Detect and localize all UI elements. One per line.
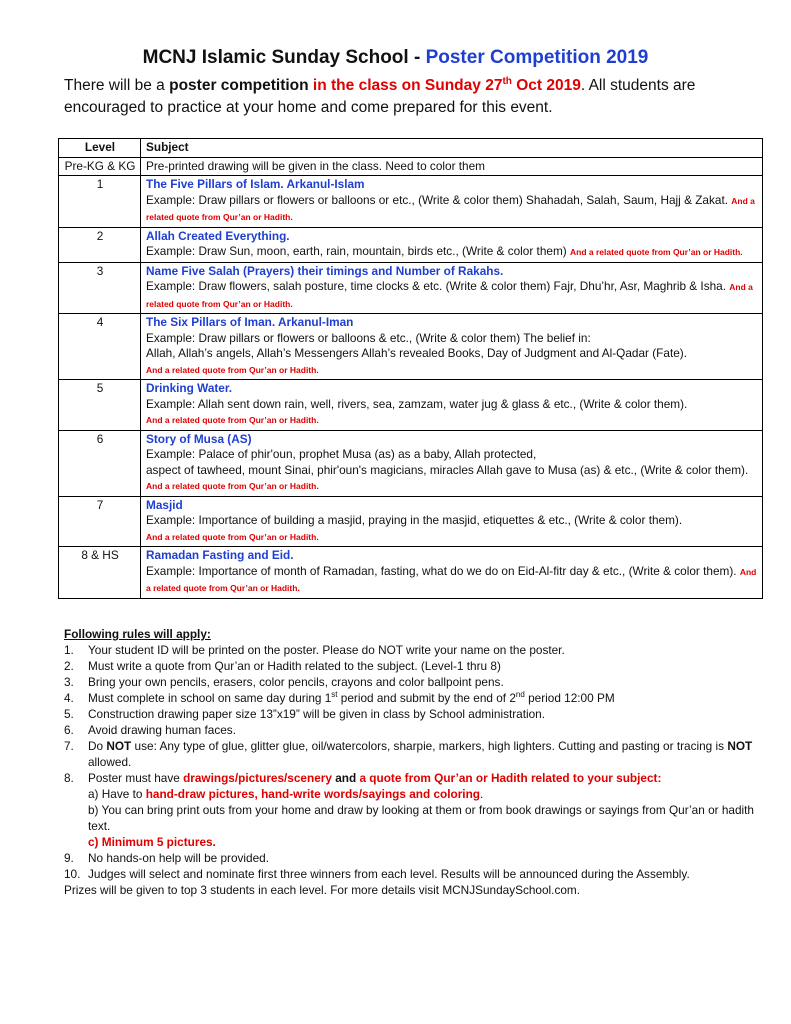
rule-text: Judges will select and nominate first three winners from each level. Results will be announced during the Assembly.	[88, 867, 690, 881]
rule-4-part-a: Must complete in school on same day during 1	[88, 691, 332, 705]
row-level: 4	[59, 314, 141, 380]
rule-text	[88, 770, 754, 850]
rule-number: 7.	[64, 739, 74, 753]
row-level: 1	[59, 176, 141, 228]
rule-8-sub-c	[88, 834, 754, 850]
rule-4-sup-2: nd	[515, 690, 525, 700]
rule-4-part-b: period and submit by the end of 2	[337, 691, 516, 705]
rule-text	[88, 738, 754, 770]
row-level: Pre-KG & KG	[59, 157, 141, 176]
intro-text-2: . All students are encouraged to practice at your home and come prepared for this event.	[64, 77, 696, 116]
row-quote: And a related quote from Qur’an or Hadith.	[146, 481, 319, 491]
row-quote: And a related quote from Qur’an or Hadith.	[146, 566, 757, 593]
rule-7-not-2: NOT	[727, 739, 753, 753]
list-item	[64, 722, 754, 738]
row-title: Drinking Water.	[146, 381, 233, 395]
rule-text: Avoid drawing human faces.	[88, 723, 236, 737]
rule-8-drawings: drawings/pictures/scenery	[183, 771, 332, 785]
rule-7-part-c: use: Any type of glue, glitter glue, oil/watercolors, sharpie, markers, high lighters. Cutting and pasting or tracing is	[131, 739, 728, 753]
rule-8-sub-b: b) You can bring print outs from your home and draw by looking at them or from book drawings or sayings from Qur’an or hadith text.	[88, 803, 754, 833]
row-level: 8 & HS	[59, 547, 141, 599]
rule-8a-highlight: hand-draw pictures, hand-write words/sayings and coloring	[145, 787, 480, 801]
rule-number: 4.	[64, 691, 74, 705]
intro-date-sup: th	[502, 75, 512, 87]
row-text: Example: Importance of month of Ramadan, fasting, what do we do on Eid-Al-fitr day & etc., (Write & color them).	[146, 563, 737, 578]
row-text: Example: Draw pillars or flowers or balloons or etc., (Write & color them) Shahadah, Salah, Saum, Hajj & Zakat.	[146, 192, 728, 207]
row-title: Name Five Salah (Prayers) their timings and Number of Rakahs.	[146, 263, 504, 278]
row-text: Example: Importance of building a masjid, praying in the masjid, etiquettes & etc., (Write & color them).	[146, 513, 683, 527]
table-row	[59, 227, 763, 262]
row-text-2: aspect of tawheed, mount Sinai, phir'oun's magicians, miracles Allah gave to Musa (as) & etc., (Write & color them).	[146, 462, 749, 477]
title-main: MCNJ Islamic Sunday School -	[142, 47, 426, 68]
footer-note: Prizes will be given to top 3 students in each level. For more details visit MCNJSundaySchool.com.	[64, 883, 581, 897]
rule-text: Construction drawing paper size 13”x19” will be given in class by School administration.	[88, 707, 546, 721]
row-text-2: Allah, Allah’s angels, Allah’s Messengers Allah’s revealed Books, Day of Judgment and Al-Qadar (Fate).	[146, 346, 687, 360]
row-level: 3	[59, 262, 141, 314]
row-level: 6	[59, 430, 141, 496]
row-title: Allah Created Everything.	[146, 228, 290, 243]
row-title: Story of Musa (AS)	[146, 431, 252, 446]
row-subject	[141, 380, 763, 431]
table-row	[59, 314, 763, 380]
rule-text: Your student ID will be printed on the poster. Please do NOT write your name on the poster.	[88, 643, 565, 657]
rule-text: No hands-on help will be provided.	[88, 851, 269, 865]
intro-text-1: There will be a	[64, 77, 170, 94]
rule-8c-highlight: Minimum 5 pictures.	[101, 835, 216, 849]
row-subject	[141, 430, 763, 496]
row-subject	[141, 314, 763, 380]
row-title: Ramadan Fasting and Eid.	[146, 548, 294, 562]
rule-text	[88, 690, 754, 706]
row-subject	[141, 496, 763, 547]
table-row	[59, 157, 763, 176]
rule-text: Bring your own pencils, erasers, color pencils, crayons and color ballpoint pens.	[88, 675, 504, 689]
list-item	[64, 658, 754, 674]
rule-8-part-a: Poster must have	[88, 771, 184, 785]
table-header-row	[59, 139, 763, 158]
intro-paragraph	[64, 75, 744, 119]
rule-number: 8.	[64, 771, 74, 785]
intro-bold: poster competition	[169, 77, 309, 94]
row-text: Pre-printed drawing will be given in the class. Need to color them	[146, 158, 485, 173]
list-item	[64, 866, 754, 882]
title-highlight: Poster Competition 2019	[425, 47, 649, 68]
rule-number: 1.	[64, 643, 74, 657]
intro-date-text: in the class on Sunday 27	[308, 77, 503, 94]
rule-number: 6.	[64, 723, 74, 737]
row-text: Example: Palace of phir'oun, prophet Musa (as) as a baby, Allah protected,	[146, 447, 537, 461]
rule-4-part-c: period 12:00 PM	[524, 691, 615, 705]
row-level: 7	[59, 496, 141, 547]
rules-section	[64, 626, 754, 898]
row-subject	[141, 176, 763, 228]
header-subject: Subject	[141, 139, 763, 158]
row-quote: And a related quote from Qur’an or Hadith.	[146, 282, 753, 309]
row-subject	[141, 157, 763, 176]
rule-number: 5.	[64, 707, 74, 721]
row-text: Example: Allah sent down rain, well, rivers, sea, zamzam, water jug & glass & etc., (Write & color them).	[146, 396, 688, 411]
table-row	[59, 430, 763, 496]
list-item	[64, 770, 754, 850]
row-subject	[141, 227, 763, 262]
table-row	[59, 262, 763, 314]
rule-number: 2.	[64, 659, 74, 673]
rule-text: Must write a quote from Qur’an or Hadith related to the subject. (Level-1 thru 8)	[88, 659, 501, 673]
rule-number: 3.	[64, 675, 74, 689]
rule-4-sup-1: st	[331, 690, 338, 700]
row-quote: And a related quote from Qur’an or Hadith.	[146, 195, 755, 222]
row-title: The Six Pillars of Iman. Arkanul-Iman	[146, 315, 354, 329]
table-row	[59, 176, 763, 228]
row-subject	[141, 547, 763, 599]
row-title: The Five Pillars of Islam. Arkanul-Islam	[146, 177, 365, 191]
row-text: Example: Draw flowers, salah posture, time clocks & etc. (Write & color them) Fajr, Dhu’hr, Asr, Maghrib & Isha.	[146, 279, 726, 293]
row-level: 5	[59, 380, 141, 431]
table-row	[59, 496, 763, 547]
rule-7-part-e: allowed.	[88, 755, 132, 769]
list-item	[64, 690, 754, 706]
rules-title: Following rules will apply:	[64, 627, 211, 641]
rule-8a-text: a) Have to	[88, 787, 146, 801]
header-level: Level	[59, 139, 141, 158]
rule-8a-end: .	[480, 787, 484, 801]
rule-8-and: and	[331, 771, 360, 785]
row-quote: And a related quote from Qur’an or Hadith.	[146, 364, 319, 375]
table-row	[59, 380, 763, 431]
row-quote: And a related quote from Qur’an or Hadith.	[146, 531, 319, 542]
rule-7-part-a: Do	[88, 739, 107, 753]
row-quote: And a related quote from Qur’an or Hadith.	[569, 247, 743, 257]
rule-8c-label: c)	[88, 835, 102, 849]
rule-7-not-1: NOT	[106, 739, 132, 753]
row-text: Example: Draw pillars or flowers or balloons & etc., (Write & color them) The belief in:	[146, 330, 591, 345]
row-subject	[141, 262, 763, 314]
rule-8-sub-a	[88, 786, 754, 802]
rule-number: 9.	[64, 851, 74, 865]
row-title: Masjid	[146, 497, 183, 512]
subject-table	[58, 138, 763, 599]
row-level: 2	[59, 227, 141, 262]
intro-date	[309, 77, 581, 94]
row-quote: And a related quote from Qur’an or Hadith.	[146, 415, 319, 425]
list-item	[64, 642, 754, 658]
rules-list	[64, 642, 754, 882]
list-item	[64, 738, 754, 770]
rule-8-quote: a quote from Qur’an or Hadith related to your subject:	[359, 771, 662, 785]
list-item	[64, 674, 754, 690]
list-item	[64, 706, 754, 722]
page-title	[0, 46, 791, 70]
table-row	[59, 547, 763, 599]
list-item	[64, 850, 754, 866]
rule-number: 10.	[64, 867, 81, 881]
row-text: Example: Draw Sun, moon, earth, rain, mountain, birds etc., (Write & color them)	[146, 244, 567, 258]
intro-date-month: Oct 2019	[511, 77, 581, 94]
